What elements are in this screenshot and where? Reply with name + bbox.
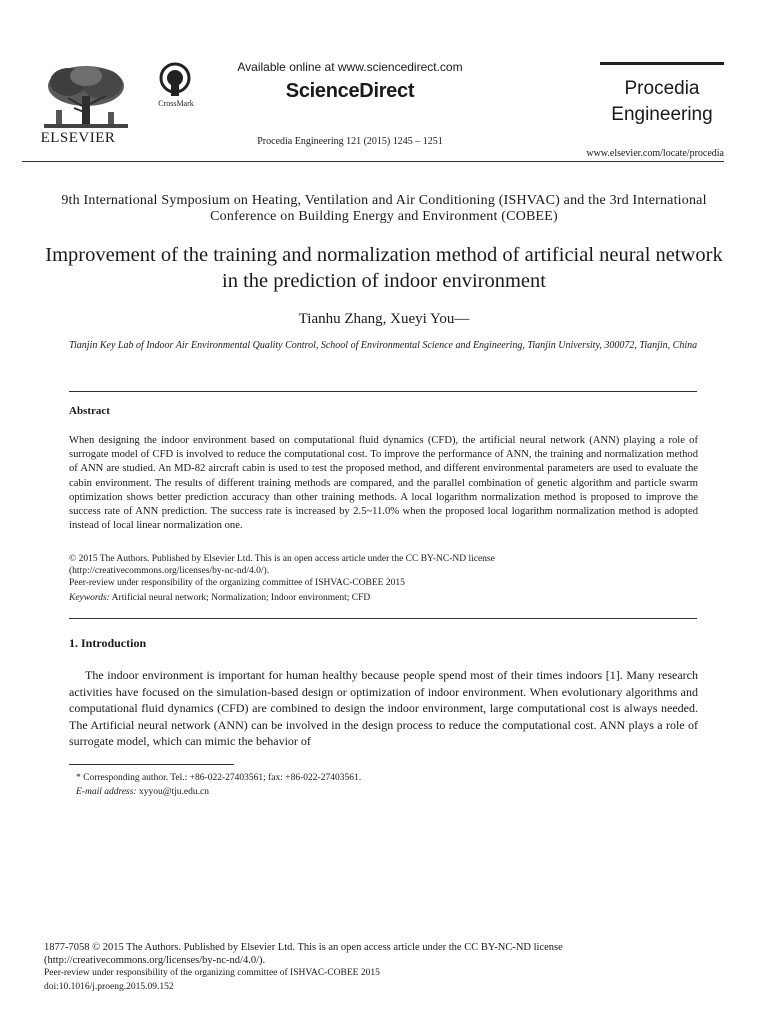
- introduction-heading: 1. Introduction: [69, 636, 147, 650]
- license-link[interactable]: (http://creativecommons.org/licenses/by-nc-nd/4.0/).: [69, 566, 270, 576]
- abstract-bottom-divider: [69, 618, 697, 619]
- crossmark-label: CrossMark: [158, 99, 194, 108]
- email-label: E-mail address:: [76, 787, 137, 797]
- abstract-heading: Abstract: [69, 405, 110, 417]
- journal-name-line1: Procedia: [624, 78, 700, 99]
- journal-name-line2: Engineering: [611, 104, 713, 125]
- footnote: [76, 771, 676, 799]
- journal-name: [600, 76, 724, 128]
- sciencedirect-logo: ScienceDirect: [285, 80, 415, 102]
- conference-name: 9th International Symposium on Heating, Ventilation and Air Conditioning (ISHVAC) and the 3rd International Conference on Building Energy and Environment (COBEE): [61, 193, 707, 224]
- available-online-text[interactable]: Available online at www.sciencedirect.com: [237, 60, 463, 74]
- author-affiliation: Tianjin Key Lab of Indoor Air Environmental Quality Control, School of Environmental Science and Engineering, Tianjin University, 300072, Tianjin, China: [69, 340, 698, 351]
- page-footer: [44, 941, 744, 994]
- copyright-line: © 2015 The Authors. Published by Elsevier Ltd. This is an open access article under the CC BY-NC-ND license: [69, 554, 495, 564]
- abstract-body: When designing the indoor environment based on computational fluid dynamics (CFD), the artificial neural network (ANN) playing a role of surrogate model of CFD is involved to reduce the computational cost. To improve the performance of ANN, the training and normalization method of ANN are studied. An MD-82 aircraft cabin is used to test the proposed method, and different environmental parameters are used to evaluate the cabin environment. The results of different training methods are compared, and the parallel combination of genetic algorithm and particle swarm optimization shows better prediction accuracy than other training methods. A local logarithm normalization method is proposed to improve the success rate of ANN prediction. The success rate is increased by 2.5~11.0% when the proposed local logarithm normalization method is adopted instead of local linear normalization one.: [69, 435, 698, 532]
- footer-peer-review: Peer-review under responsibility of the organizing committee of ISHVAC-COBEE 2015: [44, 968, 380, 979]
- email-line: [76, 785, 676, 799]
- elsevier-tree-logo-icon: [38, 62, 134, 134]
- keywords: [69, 593, 698, 603]
- journal-url-link[interactable]: www.elsevier.com/locate/procedia: [586, 148, 724, 159]
- keywords-list: Artificial neural network; Normalization; Indoor environment; CFD: [111, 593, 371, 603]
- abstract-top-divider: [69, 391, 697, 392]
- footer-license-link[interactable]: (http://creativecommons.org/licenses/by-nc-nd/4.0/).: [44, 955, 266, 967]
- publisher-name: ELSEVIER: [40, 130, 116, 146]
- abstract-copyright: [69, 553, 698, 589]
- peer-review-line: Peer-review under responsibility of the organizing committee of ISHVAC-COBEE 2015: [69, 578, 405, 588]
- issn-copyright: 1877-7058 © 2015 The Authors. Published by Elsevier Ltd. This is an open access article under the CC BY-NC-ND license: [44, 942, 563, 953]
- journal-citation: Procedia Engineering 121 (2015) 1245 – 1251: [257, 136, 443, 147]
- corresponding-author: * Corresponding author. Tel.: +86-022-27403561; fax: +86-022-27403561.: [76, 773, 362, 783]
- crossmark-icon[interactable]: [159, 62, 191, 98]
- doi[interactable]: doi:10.1016/j.proeng.2015.09.152: [44, 981, 174, 992]
- paper-title: Improvement of the training and normalization method of artificial neural network in the prediction of indoor environment: [45, 244, 723, 292]
- email-address[interactable]: xyyou@tju.edu.cn: [138, 787, 209, 797]
- keywords-label: Keywords:: [69, 593, 110, 603]
- footnote-divider: [69, 764, 234, 765]
- journal-name-rule: [600, 62, 724, 65]
- introduction-body: The indoor environment is important for human healthy because people spend most of their times indoors [1]. Many research activities have focused on the simulation-based design or optimization of indoor environment. When evolutionary algorithms and computational fluid dynamics (CFD) are combined to design the indoor environment, large computational cost is always needed. The Artificial neural network (ANN) can be involved in the design process to reduce the computational cost. ANN plays a role of surrogate model, which can mimic the behavior of: [69, 668, 698, 749]
- header-divider: [22, 161, 724, 162]
- paper-authors: Tianhu Zhang, Xueyi You—: [298, 311, 470, 327]
